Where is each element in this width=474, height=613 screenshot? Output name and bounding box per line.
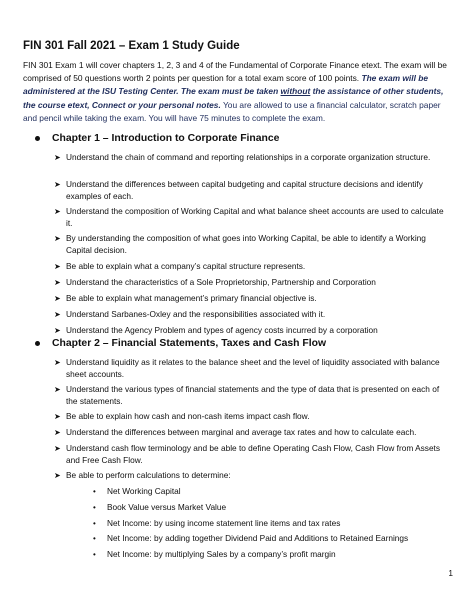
intro-tail: You are allowed to use a financial calculator, scratch paper and pencil while taking the exam. You will have 75 minutes to complete the exam. — [23, 99, 441, 123]
list-item — [54, 309, 451, 321]
intro-emphasis-text: The exam will be administered at the ISU Testing Center. The exam must be taken — [23, 73, 429, 97]
chapter-2-heading — [35, 338, 326, 349]
list-item — [54, 179, 451, 202]
arrow-bullet-icon: ➤ — [54, 310, 61, 319]
sub-list-item-text: Net Income: by using income statement line items and tax rates — [107, 518, 341, 528]
arrow-bullet-icon: ➤ — [54, 262, 61, 271]
bullet-icon: • — [93, 519, 96, 528]
page-title: FIN 301 Fall 2021 – Exam 1 Study Guide — [23, 40, 240, 52]
list-item — [54, 277, 451, 289]
sub-list-item-text: Net Working Capital — [107, 486, 181, 496]
bullet-icon: • — [93, 503, 96, 512]
list-item-text: Understand liquidity as it relates to the balance sheet and the level of liquidity associated with balance sheet accounts. — [66, 357, 440, 379]
chapter-2-title: Chapter 2 – Financial Statements, Taxes and Cash Flow — [52, 338, 327, 349]
arrow-bullet-icon: ➤ — [54, 207, 61, 216]
arrow-bullet-icon: ➤ — [54, 180, 61, 189]
list-item — [54, 233, 451, 256]
arrow-bullet-icon: ➤ — [54, 153, 61, 162]
list-item — [54, 411, 451, 423]
arrow-bullet-icon: ➤ — [54, 234, 61, 243]
list-item — [54, 427, 451, 439]
list-item — [54, 152, 451, 164]
list-item — [54, 206, 451, 229]
bullet-icon: • — [93, 550, 96, 559]
sub-list-item — [93, 533, 447, 545]
list-item-text: Understand the differences between marginal and average tax rates and how to calculate each. — [66, 427, 417, 437]
chapter-1-heading — [35, 133, 279, 144]
arrow-bullet-icon: ➤ — [54, 444, 61, 453]
list-item — [54, 261, 451, 273]
list-item-text: Understand the chain of command and reporting relationships in a corporate organization structure. — [66, 152, 431, 162]
list-item-text: Understand the differences between capital budgeting and capital structure decisions and identify examples of each. — [66, 179, 423, 201]
intro-underlined-word: without — [280, 86, 311, 97]
list-item-text: Be able to explain what a company’s capital structure represents. — [66, 261, 306, 271]
bullet-icon: • — [93, 534, 96, 543]
list-item-text: Be able to explain what management’s primary financial objective is. — [66, 293, 317, 303]
chapter-1-title: Chapter 1 – Introduction to Corporate Finance — [52, 133, 280, 144]
bullet-icon: • — [93, 487, 96, 496]
arrow-bullet-icon: ➤ — [54, 412, 61, 421]
sub-list-item — [93, 486, 447, 498]
list-item-text: Understand the composition of Working Capital and what balance sheet accounts are used to calculate it. — [66, 206, 444, 228]
arrow-bullet-icon: ➤ — [54, 471, 61, 480]
sub-list-item-text: Net Income: by multiplying Sales by a company’s profit margin — [107, 549, 336, 559]
list-item — [54, 325, 451, 337]
list-item-text: Be able to perform calculations to determine: — [66, 470, 231, 480]
arrow-bullet-icon: ➤ — [54, 294, 61, 303]
intro-emphasis-text-2: the assistance of other students, the course etext, Connect or your personal notes. — [23, 86, 444, 110]
list-item — [54, 443, 451, 466]
sub-list-item-text: Net Income: by adding together Dividend Paid and Additions to Retained Earnings — [107, 533, 409, 543]
sub-list-item-text: Book Value versus Market Value — [107, 502, 227, 512]
bullet-icon — [35, 341, 40, 346]
list-item — [54, 384, 451, 407]
arrow-bullet-icon: ➤ — [54, 428, 61, 437]
arrow-bullet-icon: ➤ — [54, 385, 61, 394]
list-item-text: Understand the characteristics of a Sole Proprietorship, Partnership and Corporation — [66, 277, 376, 287]
sub-list-item — [93, 549, 447, 561]
bullet-icon — [35, 136, 40, 141]
page-number: 1 — [448, 568, 453, 578]
list-item — [54, 470, 451, 482]
list-item — [54, 357, 451, 380]
list-item-text: Understand Sarbanes-Oxley and the responsibilities associated with it. — [66, 309, 326, 319]
sub-list-item — [93, 502, 447, 514]
intro-text: FIN 301 Exam 1 will cover chapters 1, 2, 3 and 4 of the Fundamental of Corporate Finance etext. The exam will be comprised of 50 questions worth 2 points per question for a total exam score of 100 points. — [23, 60, 447, 84]
intro-paragraph — [23, 59, 453, 125]
list-item-text: By understanding the composition of what goes into Working Capital, be able to identify a Working Capital decision. — [66, 233, 426, 255]
arrow-bullet-icon: ➤ — [54, 358, 61, 367]
list-item-text: Be able to explain how cash and non-cash items impact cash flow. — [66, 411, 310, 421]
arrow-bullet-icon: ➤ — [54, 326, 61, 335]
list-item-text: Understand the Agency Problem and types of agency costs incurred by a corporation — [66, 325, 378, 335]
list-item-text: Understand cash flow terminology and be able to define Operating Cash Flow, Cash Flow from Assets and Free Cash Flow. — [66, 443, 441, 465]
sub-list-item — [93, 518, 447, 530]
list-item — [54, 293, 451, 305]
arrow-bullet-icon: ➤ — [54, 278, 61, 287]
list-item-text: Understand the various types of financial statements and the type of data that is presented on each of the statements. — [66, 384, 440, 406]
